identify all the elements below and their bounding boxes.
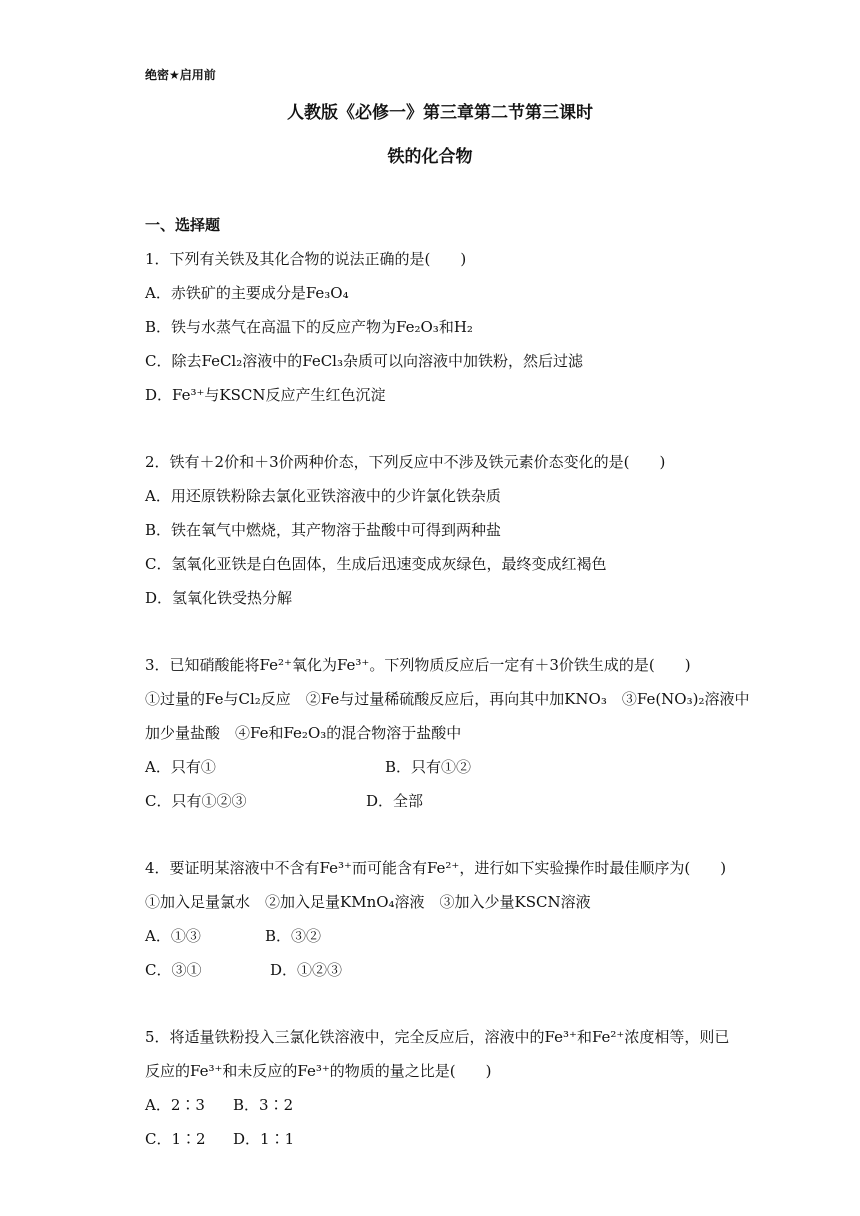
question-3-conditions-line2: 加少量盐酸 ④Fe和Fe₂O₃的混合物溶于盐酸中 (145, 724, 462, 742)
question-4-option-b: B．③② (265, 927, 322, 945)
question-4-option-d: D．①②③ (270, 961, 343, 979)
question-5-option-d: D．1∶1 (233, 1130, 295, 1148)
question-5-option-a: A．2∶3 (145, 1096, 205, 1114)
question-1-option-c: C．除去FeCl₂溶液中的FeCl₃杂质可以向溶液中加铁粉，然后过滤 (145, 352, 583, 370)
document-title: 人教版《必修一》第三章第二节第三课时 (287, 103, 593, 123)
question-5-stem-line1: 5．将适量铁粉投入三氯化铁溶液中，完全反应后，溶液中的Fe³⁺和Fe²⁺浓度相等，则已 (145, 1028, 730, 1046)
question-3-options-ab (145, 757, 825, 777)
question-2-option-d: D．氢氧化铁受热分解 (145, 589, 293, 607)
question-1-option-d: D．Fe³⁺与KSCN反应产生红色沉淀 (145, 386, 386, 404)
question-2-option-b: B．铁在氧气中燃烧，其产物溶于盐酸中可得到两种盐 (145, 521, 502, 539)
question-5-stem-line2: 反应的Fe³⁺和未反应的Fe³⁺的物质的量之比是( ) (145, 1062, 492, 1080)
question-3-options-cd (145, 791, 825, 811)
question-1-option-a: A．赤铁矿的主要成分是Fe₃O₄ (145, 284, 349, 302)
question-3-option-d: D．全部 (366, 792, 424, 810)
question-3-stem: 3．已知硝酸能将Fe²⁺氧化为Fe³⁺。下列物质反应后一定有＋3价铁生成的是( ) (145, 656, 691, 674)
question-4-stem: 4．要证明某溶液中不含有Fe³⁺而可能含有Fe²⁺，进行如下实验操作时最佳顺序为( ) (145, 859, 727, 877)
section-title: 一、选择题 (145, 216, 221, 234)
question-4-option-a: A．①③ (145, 927, 201, 945)
document-subtitle: 铁的化合物 (387, 147, 473, 167)
question-2-stem: 2．铁有＋2价和＋3价两种价态，下列反应中不涉及铁元素价态变化的是( ) (145, 453, 666, 471)
question-2-option-a: A．用还原铁粉除去氯化亚铁溶液中的少许氯化铁杂质 (145, 487, 501, 505)
question-3-option-a: A．只有① (145, 758, 216, 776)
question-5-option-b: B．3∶2 (233, 1096, 294, 1114)
secret-label: 绝密★启用前 (145, 68, 216, 82)
question-1-stem: 1．下列有关铁及其化合物的说法正确的是( ) (145, 250, 467, 268)
question-1-option-b: B．铁与水蒸气在高温下的反应产物为Fe₂O₃和H₂ (145, 318, 473, 336)
question-5-options-cd (145, 1129, 825, 1149)
question-3-conditions-line1: ①过量的Fe与Cl₂反应 ②Fe与过量稀硫酸反应后，再向其中加KNO₃ ③Fe(NO₃)₂溶液中 (145, 690, 750, 708)
question-5-options-ab (145, 1095, 825, 1115)
question-4-options-cd (145, 960, 825, 980)
question-4-option-c: C．③① (145, 961, 202, 979)
question-3-option-b: B．只有①② (385, 758, 472, 776)
question-4-conditions-line1: ①加入足量氯水 ②加入足量KMnO₄溶液 ③加入少量KSCN溶液 (145, 893, 591, 911)
question-5-option-c: C．1∶2 (145, 1130, 206, 1148)
question-3-option-c: C．只有①②③ (145, 792, 247, 810)
question-2-option-c: C．氢氧化亚铁是白色固体，生成后迅速变成灰绿色，最终变成红褐色 (145, 555, 607, 573)
question-4-options-ab (145, 926, 825, 946)
